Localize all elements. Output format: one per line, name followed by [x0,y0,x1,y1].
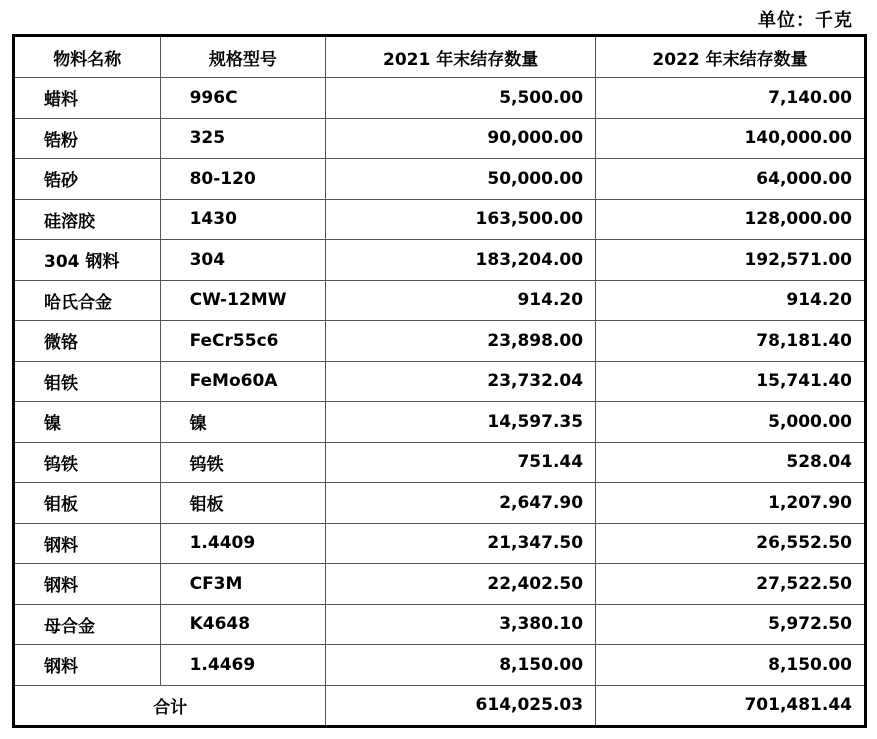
qty-2021-cell: 163,500.00 [326,199,596,240]
table-row [14,159,866,200]
qty-2022-cell: 15,741.40 [596,361,866,402]
qty-2022-cell: 914.20 [596,280,866,321]
spec-cell: FeMo60A [160,361,326,402]
table-row [14,523,866,564]
spec-cell: 304 [160,240,326,281]
material-name-cell: 钼铁 [14,361,161,402]
material-name-cell: 钼板 [14,483,161,524]
spec-cell: 钼板 [160,483,326,524]
qty-2021-cell: 3,380.10 [326,604,596,645]
total-2022: 701,481.44 [596,685,866,727]
qty-2022-cell: 128,000.00 [596,199,866,240]
qty-2022-cell: 8,150.00 [596,645,866,686]
qty-2022-cell: 528.04 [596,442,866,483]
qty-2021-cell: 22,402.50 [326,564,596,605]
spec-cell: CF3M [160,564,326,605]
material-name-cell: 微铬 [14,321,161,362]
qty-2022-cell: 27,522.50 [596,564,866,605]
inventory-table [12,34,867,728]
spec-cell: 80-120 [160,159,326,200]
header-material-name: 物料名称 [14,36,161,78]
table-row [14,280,866,321]
spec-cell: 325 [160,118,326,159]
material-name-cell: 锆砂 [14,159,161,200]
material-name-cell: 钢料 [14,564,161,605]
qty-2022-cell: 1,207.90 [596,483,866,524]
qty-2021-cell: 90,000.00 [326,118,596,159]
material-name-cell: 钨铁 [14,442,161,483]
qty-2021-cell: 23,898.00 [326,321,596,362]
qty-2022-cell: 64,000.00 [596,159,866,200]
table-row [14,78,866,119]
material-name-cell: 钢料 [14,523,161,564]
table-row [14,564,866,605]
table-row [14,402,866,443]
qty-2022-cell: 26,552.50 [596,523,866,564]
material-name-cell: 母合金 [14,604,161,645]
qty-2021-cell: 23,732.04 [326,361,596,402]
spec-cell: 钨铁 [160,442,326,483]
header-spec: 规格型号 [160,36,326,78]
table-row [14,483,866,524]
qty-2022-cell: 5,972.50 [596,604,866,645]
qty-2022-cell: 5,000.00 [596,402,866,443]
table-row [14,604,866,645]
qty-2021-cell: 50,000.00 [326,159,596,200]
table-row [14,361,866,402]
spec-cell: K4648 [160,604,326,645]
qty-2021-cell: 914.20 [326,280,596,321]
material-name-cell: 钢料 [14,645,161,686]
header-2021-qty: 2021 年末结存数量 [326,36,596,78]
material-name-cell: 哈氏合金 [14,280,161,321]
spec-cell: 1.4409 [160,523,326,564]
total-row [14,685,866,727]
total-2021: 614,025.03 [326,685,596,727]
total-label: 合计 [14,685,326,727]
table-row [14,199,866,240]
material-name-cell: 蜡料 [14,78,161,119]
table-row [14,442,866,483]
qty-2021-cell: 21,347.50 [326,523,596,564]
qty-2021-cell: 2,647.90 [326,483,596,524]
spec-cell: 996C [160,78,326,119]
header-row [14,36,866,78]
material-name-cell: 硅溶胶 [14,199,161,240]
qty-2022-cell: 7,140.00 [596,78,866,119]
table-row [14,645,866,686]
spec-cell: CW-12MW [160,280,326,321]
qty-2021-cell: 8,150.00 [326,645,596,686]
header-2022-qty: 2022 年末结存数量 [596,36,866,78]
material-name-cell: 304 钢料 [14,240,161,281]
spec-cell: FeCr55c6 [160,321,326,362]
spec-cell: 镍 [160,402,326,443]
spec-cell: 1.4469 [160,645,326,686]
material-name-cell: 锆粉 [14,118,161,159]
spec-cell: 1430 [160,199,326,240]
qty-2021-cell: 14,597.35 [326,402,596,443]
qty-2022-cell: 140,000.00 [596,118,866,159]
table-row [14,321,866,362]
qty-2022-cell: 78,181.40 [596,321,866,362]
qty-2021-cell: 183,204.00 [326,240,596,281]
table-row [14,118,866,159]
unit-label: 单位：千克 [758,10,853,31]
material-name-cell: 镍 [14,402,161,443]
table-row [14,240,866,281]
qty-2021-cell: 751.44 [326,442,596,483]
qty-2021-cell: 5,500.00 [326,78,596,119]
qty-2022-cell: 192,571.00 [596,240,866,281]
